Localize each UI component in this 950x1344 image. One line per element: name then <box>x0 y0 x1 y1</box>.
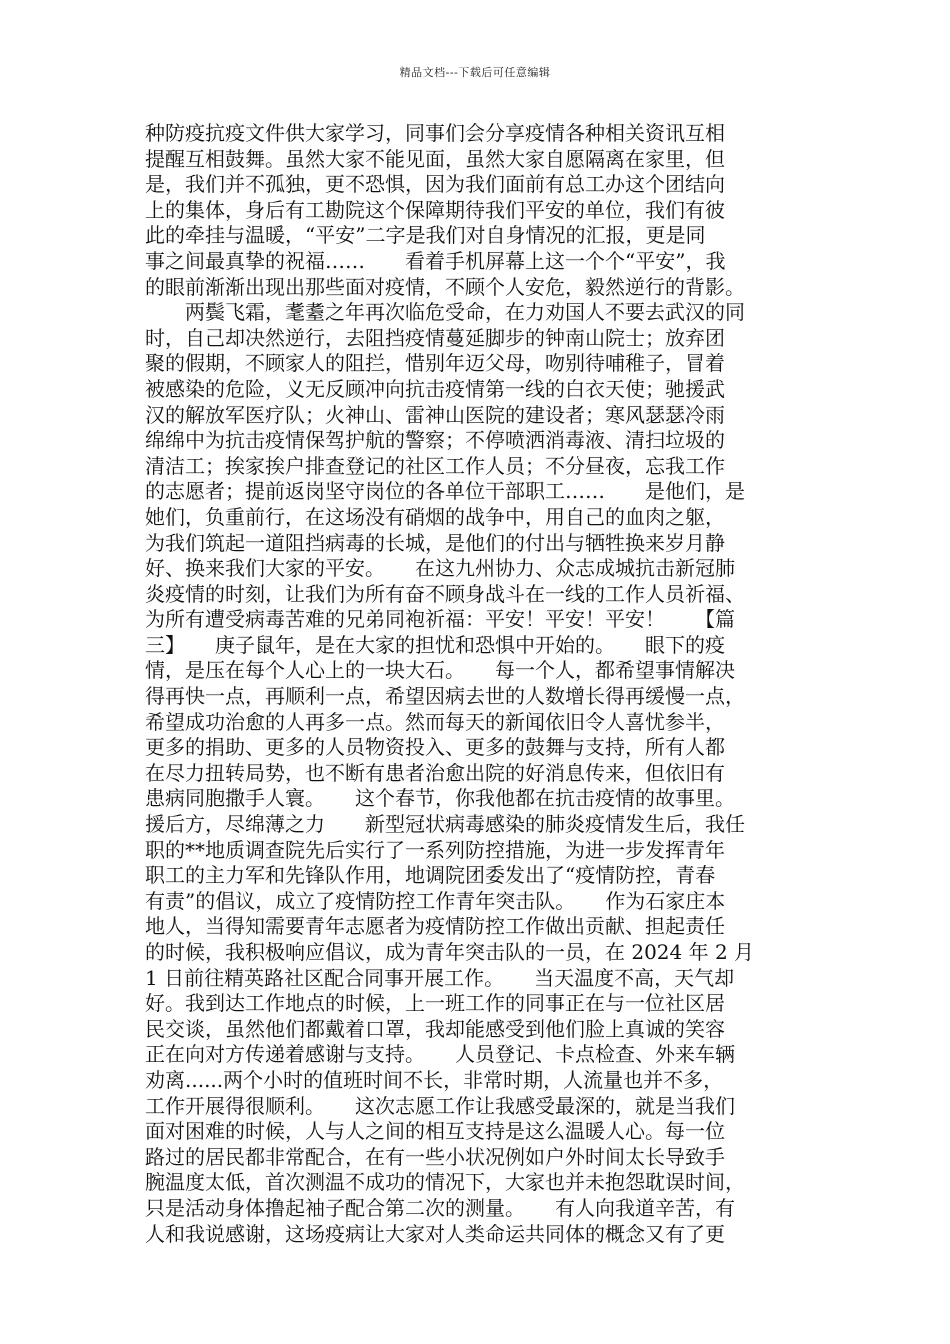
text-line: 好。我到达工作地点的时候，上一班工作的同事正在与一位社区居 <box>145 991 725 1016</box>
text-line: 职工的主力军和先锋队作用，地调院团委发出了“疫情防控，青春 <box>145 863 716 888</box>
text-line: 绵绵中为抗击疫情保驾护航的警察；不停喷洒消毒液、清扫垃圾的 <box>145 428 725 453</box>
text-line: 情，是压在每个人心上的一块大石。 每一个人，都希望事情解决 <box>145 658 735 683</box>
text-line: 炎疫情的时刻，让我们为所有奋不顾身战斗在一线的工作人员祈福、 <box>145 581 745 606</box>
text-line: 民交谈，虽然他们都戴着口罩，我却能感受到他们脸上真诚的笑容 <box>145 1016 725 1041</box>
text-line: 工作开展得很顺利。 这次志愿工作让我感受最深的，就是当我们 <box>145 1093 735 1118</box>
text-line: 上的集体，身后有工勘院这个保障期待我们平安的单位，我们有彼 <box>145 197 725 222</box>
text-line: 地人，当得知需要青年志愿者为疫情防控工作做出贡献、担起责任 <box>145 914 725 939</box>
text-line: 希望成功治愈的人再多一点。然而每天的新闻依旧令人喜忧参半， <box>145 709 725 734</box>
text-line: 事之间最真挚的祝福…… 看着手机屏幕上这一个个“平安”，我 <box>145 248 726 273</box>
text-line: 援后方，尽绵薄之力 新型冠状病毒感染的肺炎疫情发生后，我任 <box>145 812 745 837</box>
text-line: 腕温度太低，首次测温不成功的情况下，大家也并未抱怨耽误时间， <box>145 1170 745 1195</box>
text-line: 更多的捐助、更多的人员物资投入、更多的鼓舞与支持，所有人都 <box>145 735 725 760</box>
text-line: 正在向对方传递着感谢与支持。 人员登记、卡点检查、外来车辆 <box>145 1042 735 1067</box>
text-line: 为我们筑起一道阻挡病毒的长城，是他们的付出与牺牲换来岁月静 <box>145 530 725 555</box>
page-header: 精品文档---下载后可任意编辑 <box>399 66 551 79</box>
text-line: 好、换来我们大家的平安。 在这九州协力、众志成城抗击新冠肺 <box>145 556 735 581</box>
text-line: 是，我们并不孤独，更不恐惧，因为我们面前有总工办这个团结向 <box>145 172 725 197</box>
text-line: 种防疫抗疫文件供大家学习，同事们会分享疫情各种相关资讯互相 <box>145 121 725 145</box>
text-line: 时，自己却决然逆行，去阻挡疫情蔓延脚步的钟南山院士；放弃团 <box>145 325 725 350</box>
text-line: 职的**地质调查院先后实行了一系列防控措施，为进一步发挥青年 <box>145 837 725 862</box>
text-line: 劝离......两个小时的值班时间不长，非常时期，人流量也并不多， <box>145 1067 724 1092</box>
text-line: 被感染的危险，义无反顾冲向抗击疫情第一线的白衣天使；驰援武 <box>145 376 725 401</box>
text-line: 两鬓飞霜，耄耋之年再次临危受命，在力劝国人不要去武汉的同 <box>145 300 745 325</box>
text-line: 清洁工；挨家挨户排查登记的社区工作人员；不分昼夜，忘我工作 <box>145 453 725 478</box>
text-line: 汉的解放军医疗队；火神山、雷神山医院的建设者；寒风瑟瑟冷雨 <box>145 402 725 427</box>
text-line: 三】 庚子鼠年，是在大家的担忧和恐惧中开始的。 眼下的疫 <box>145 632 725 657</box>
body-text <box>145 121 825 1247</box>
text-line: 得再快一点，再顺利一点，希望因病去世的人数增长得再缓慢一点， <box>145 684 745 709</box>
text-line: 有责”的倡议，成立了疫情防控工作青年突击队。 作为石家庄本 <box>145 888 726 913</box>
text-line: 人和我说感谢，这场疫病让大家对人类命运共同体的概念又有了更 <box>145 1221 725 1246</box>
text-line: 提醒互相鼓舞。虽然大家不能见面，虽然大家自愿隔离在家里，但 <box>145 146 725 171</box>
text-line: 的眼前渐渐出现出那些面对疫情，不顾个人安危，毅然逆行的背影。 <box>145 274 745 299</box>
text-line: 路过的居民都非常配合，在有一些小状况例如户外时间太长导致手 <box>145 1144 725 1169</box>
text-line: 为所有遭受病毒苦难的兄弟同袍祈福：平安！平安！平安！ 【篇 <box>145 607 735 632</box>
text-line: 只是活动身体撸起袖子配合第二次的测量。 有人向我道辛苦，有 <box>145 1195 735 1220</box>
text-line: 面对困难的时候，人与人之间的相互支持是这么温暖人心。每一位 <box>145 1119 725 1144</box>
text-line: 的时候，我积极响应倡议，成为青年突击队的一员，在 2024 年 2 月 <box>145 940 755 964</box>
text-line: 她们，负重前行，在这场没有硝烟的战争中，用自己的血肉之躯， <box>145 504 725 529</box>
text-line: 聚的假期，不顾家人的阻拦，惜别年迈父母，吻别待哺稚子，冒着 <box>145 351 725 376</box>
text-line: 此的牵挂与温暖，“平安”二字是我们对自身情况的汇报，更是同 <box>145 223 706 248</box>
text-line: 在尽力扭转局势，也不断有患者治愈出院的好消息传来，但依旧有 <box>145 760 725 785</box>
text-line: 1 日前往精英路社区配合同事开展工作。 当天温度不高，天气却 <box>145 965 735 990</box>
text-line: 的志愿者；提前返岗坚守岗位的各单位干部职工…… 是他们，是 <box>145 479 745 504</box>
text-line: 患病同胞撒手人寰。 这个春节，你我他都在抗击疫情的故事里。 <box>145 786 735 811</box>
